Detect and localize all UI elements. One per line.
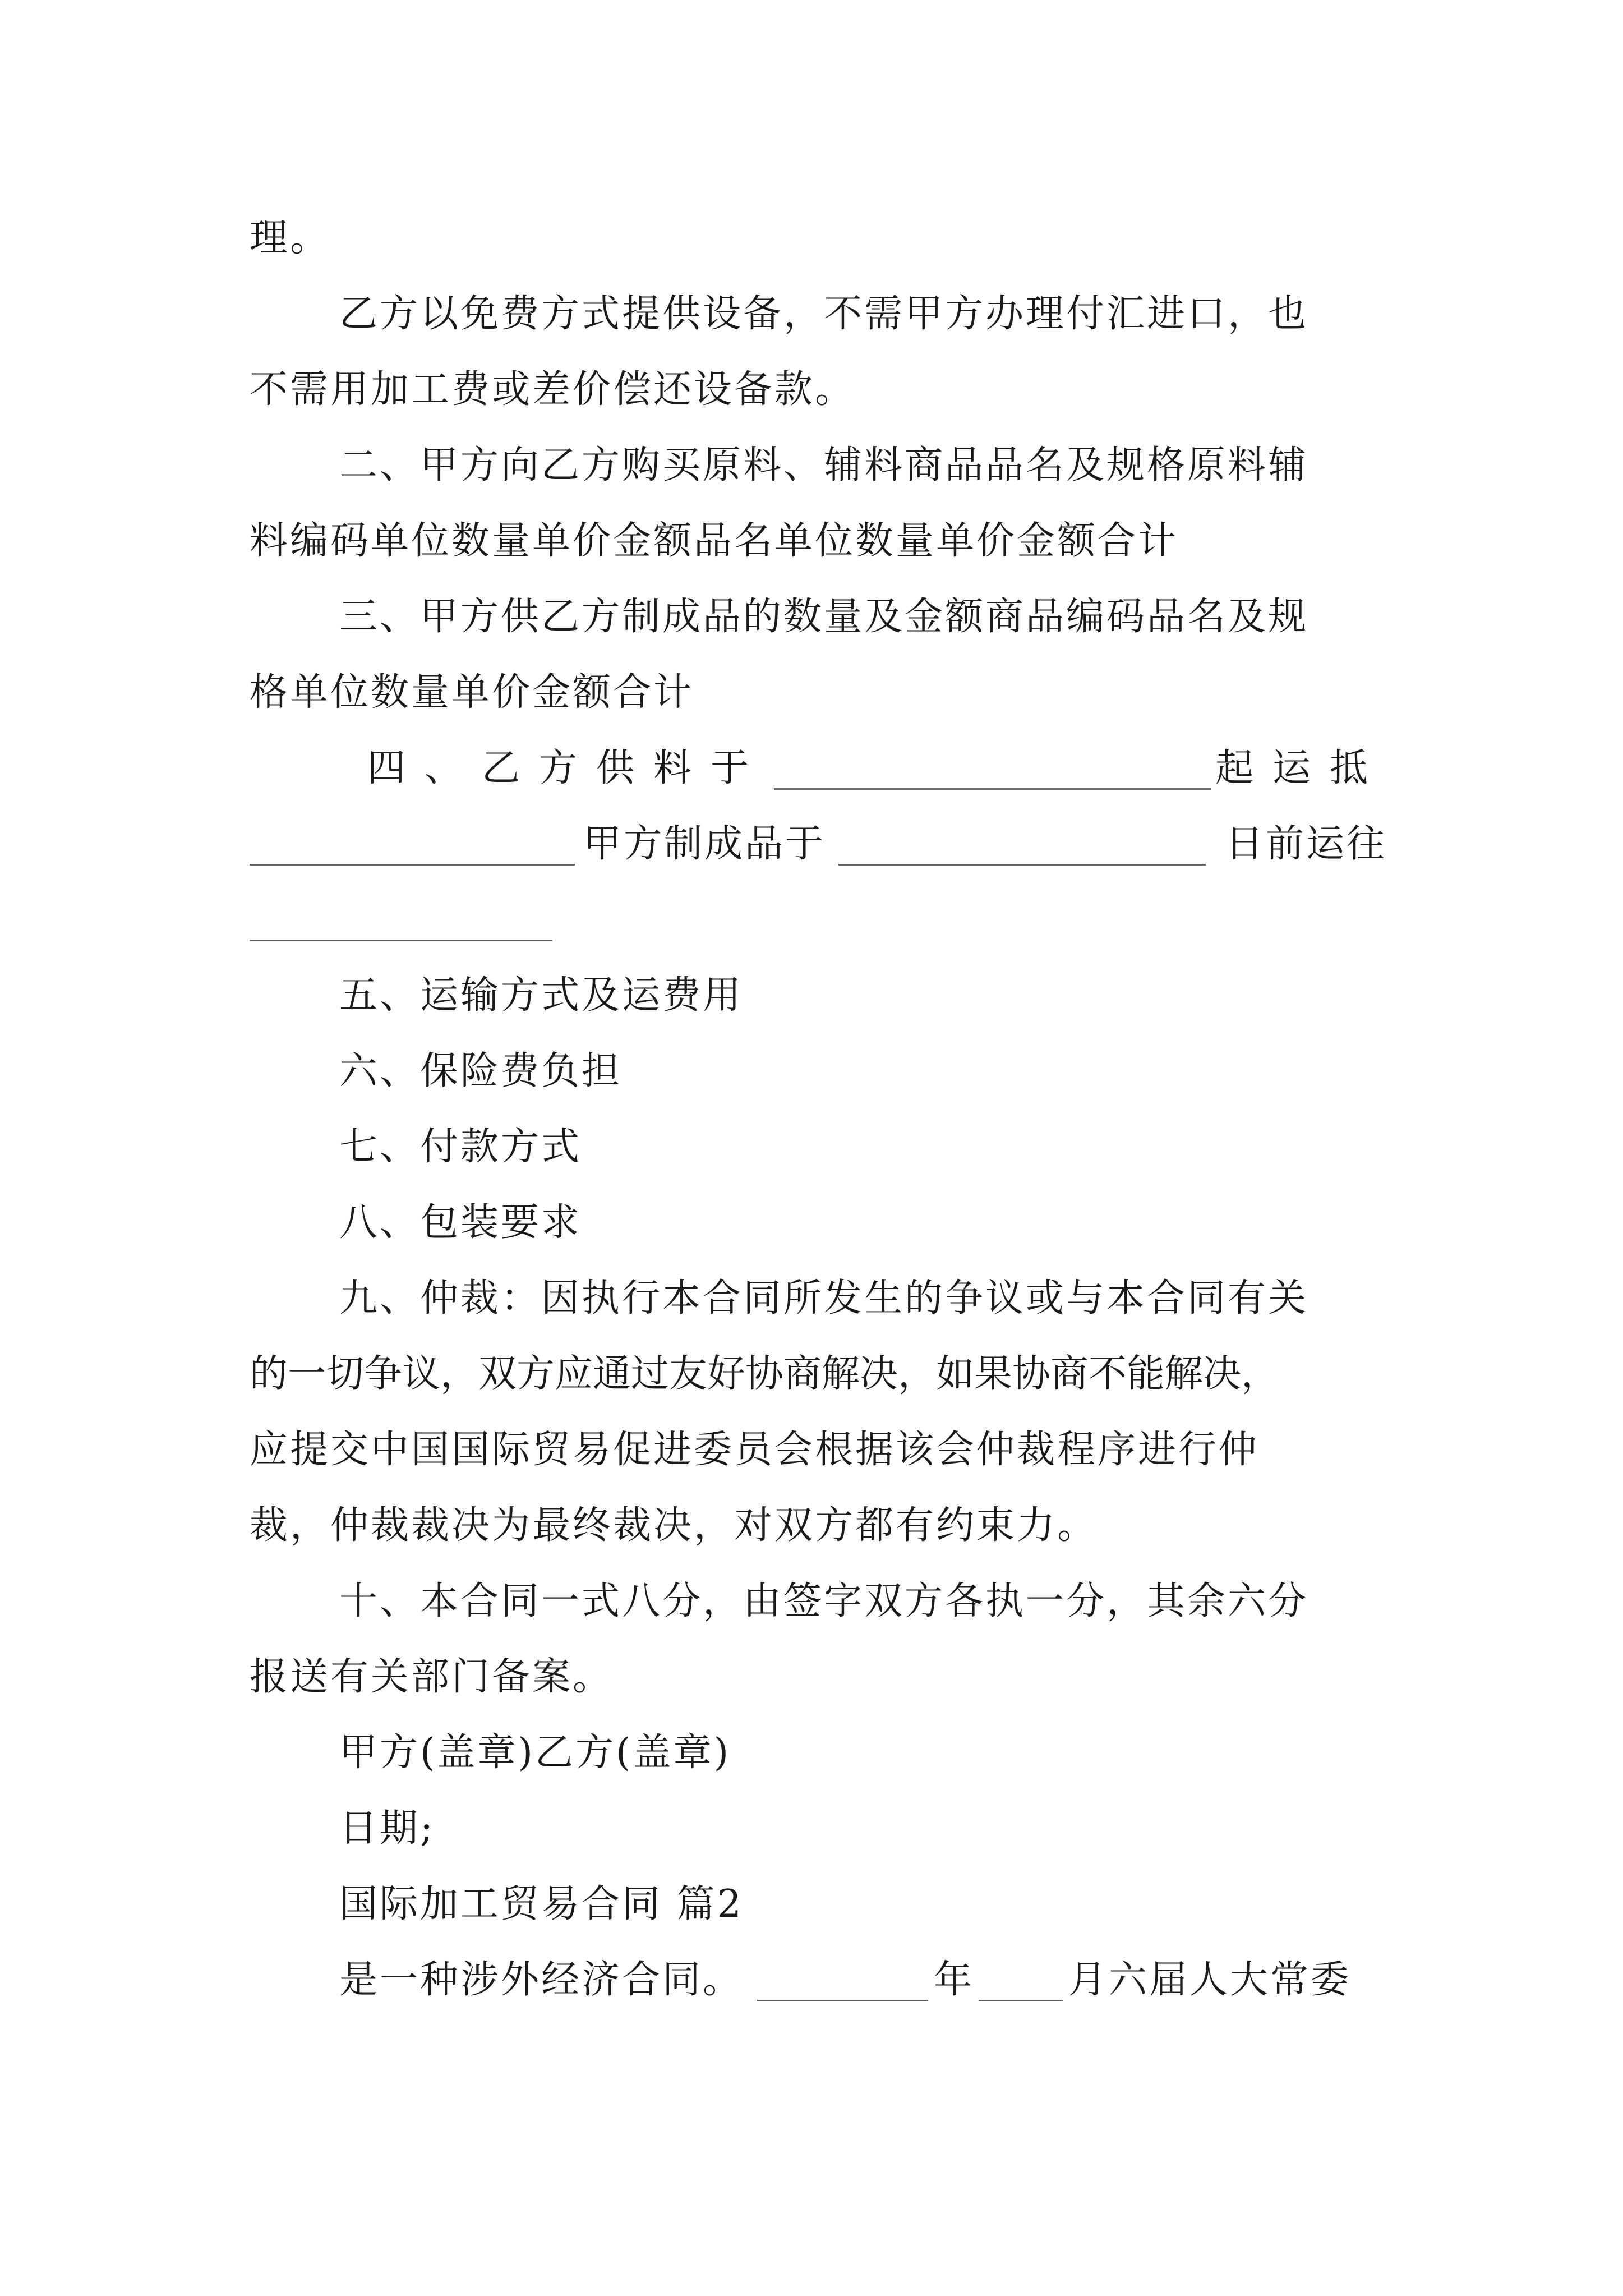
blank-line	[250, 904, 552, 941]
text-line: 裁，仲裁裁决为最终裁决，对双方都有约束力。	[250, 1503, 1098, 1548]
signature-line: 甲方(盖章)乙方(盖章)	[339, 1731, 731, 1775]
supply-clause-label: 四、乙方供料于	[367, 746, 768, 790]
text-line: 不需用加工费或差价偿还设备款。	[250, 367, 856, 412]
text-line: 六、保险费负担	[339, 1049, 623, 1093]
text-line: 料编码单位数量单价金额品名单位数量单价金额合计	[250, 519, 1179, 563]
product-date-blank	[838, 828, 1206, 866]
intro-line	[339, 1949, 1387, 2011]
supply-clause-line	[250, 738, 1387, 799]
text-line: 乙方以免费方式提供设备，不需甲方办理付汇进口，也	[339, 292, 1309, 336]
month-blank	[979, 1964, 1063, 2001]
year-label: 年	[934, 1958, 975, 2002]
text-line: 的一切争议，双方应通过友好协商解决，如果协商不能解决，	[250, 1352, 1280, 1396]
text-line: 应提交中国国际贸易促进委员会根据该会仲裁程序进行仲	[250, 1428, 1260, 1472]
text-line: 九、仲裁：因执行本合同所发生的争议或与本合同有关	[339, 1276, 1309, 1320]
text-line: 八、包装要求	[339, 1200, 582, 1245]
destination-blank-2	[250, 889, 564, 951]
month-text: 月六届人大常委	[1068, 1958, 1352, 2002]
date-line: 日期;	[339, 1806, 435, 1851]
product-clause-line	[250, 813, 1387, 875]
ship-before-label: 日前运往	[1225, 822, 1387, 866]
text-line: 十、本合同一式八分，由签字双方各执一分，其余六分	[339, 1579, 1309, 1623]
product-clause-label: 甲方制成品于	[583, 822, 826, 866]
section-title: 国际加工贸易合同 篇2	[339, 1882, 744, 1926]
text-line: 五、运输方式及运费用	[339, 973, 744, 1018]
text-line: 二、甲方向乙方购买原料、辅料商品品名及规格原料辅	[339, 443, 1309, 487]
destination-blank	[250, 828, 575, 866]
supply-date-blank	[774, 752, 1211, 790]
text-line: 理。	[250, 216, 331, 260]
text-line: 七、付款方式	[339, 1125, 582, 1169]
text-line: 三、甲方供乙方制成品的数量及金额商品编码品名及规	[339, 595, 1309, 639]
intro-text: 是一种涉外经济合同。	[339, 1958, 744, 2002]
year-blank	[757, 1964, 928, 2001]
ship-to-label: 起运抵	[1215, 746, 1387, 790]
text-line: 报送有关部门备案。	[250, 1655, 614, 1699]
text-line: 格单位数量单价金额合计	[250, 670, 694, 715]
